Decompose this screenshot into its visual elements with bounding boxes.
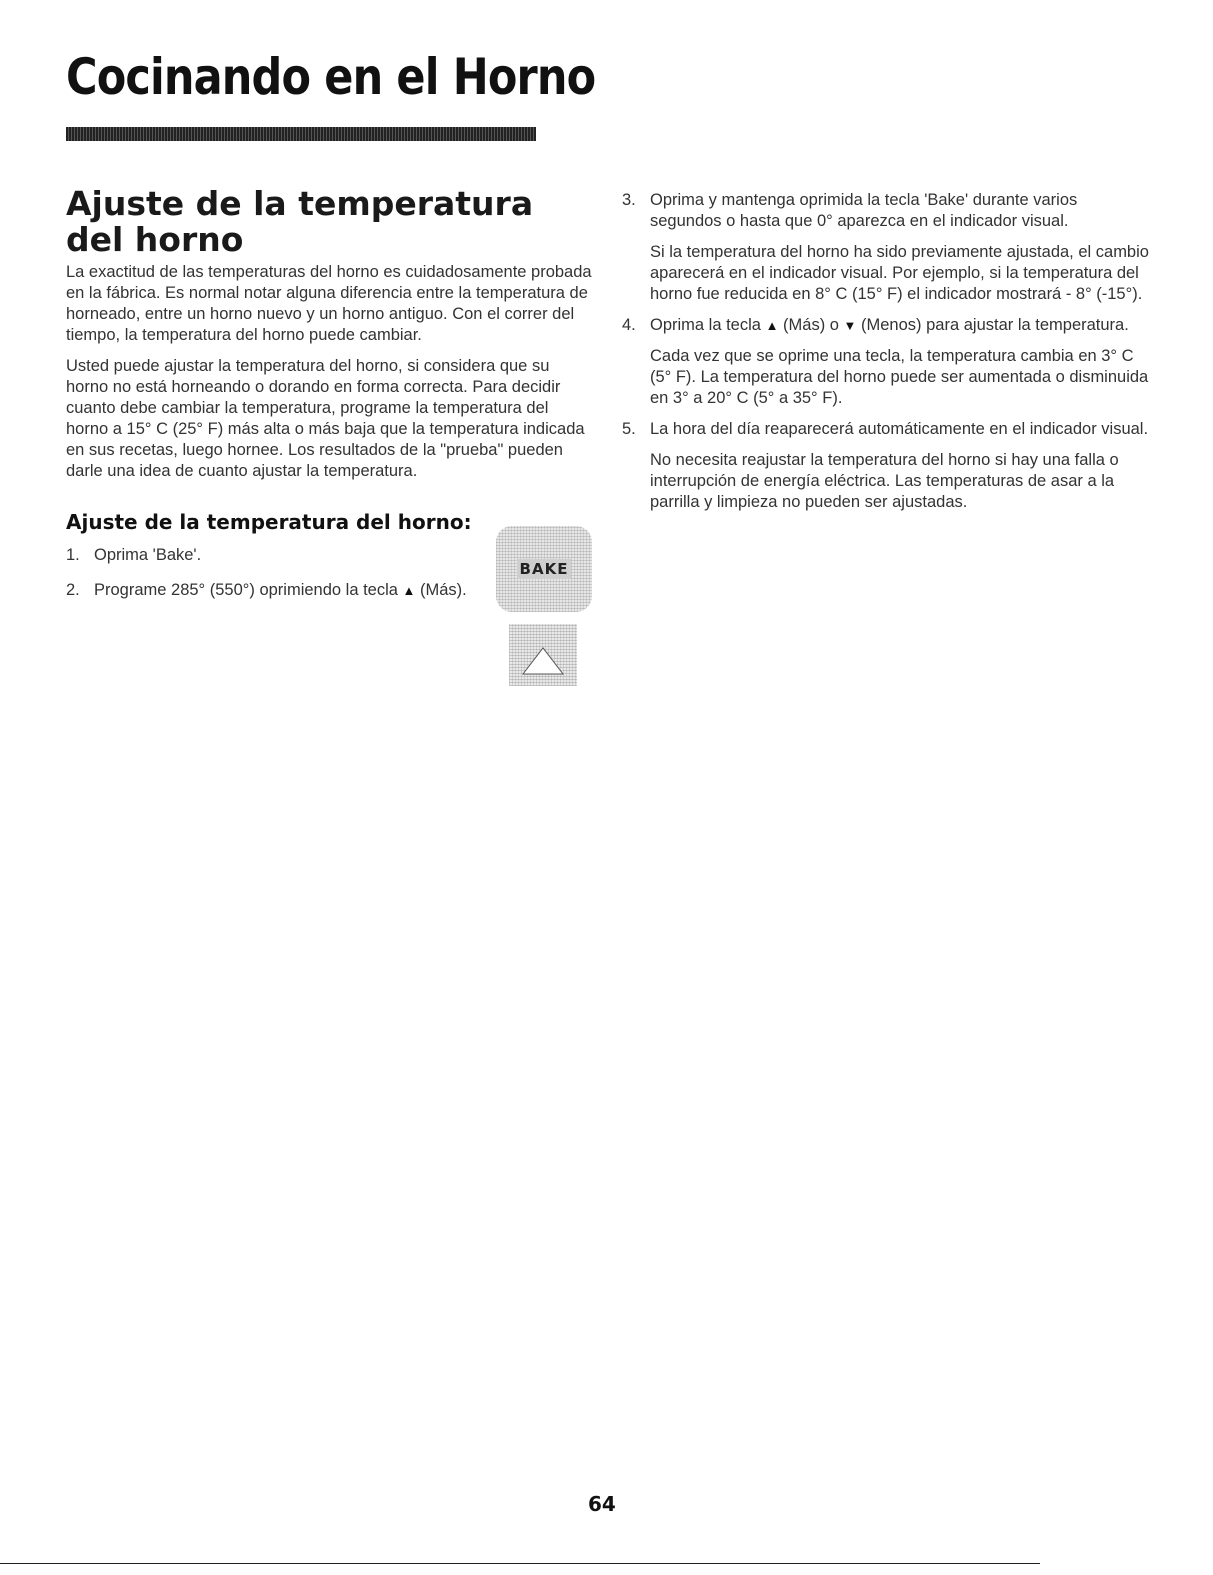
page-title: Cocinando en el Horno	[66, 48, 596, 106]
step-4-text-mid: (Más) o	[783, 316, 839, 334]
step-4-number: 4.	[622, 316, 636, 334]
step-5	[622, 419, 1150, 513]
step-4-text-before: Oprima la tecla	[650, 316, 761, 334]
step-2-text-before: Programe 285° (550°) oprimiendo la tecla	[94, 581, 398, 599]
step-4-text-after: (Menos) para ajustar la temperatura.	[861, 316, 1129, 334]
steps-heading: Ajuste de la temperatura del horno:	[66, 510, 472, 534]
intro-paragraph-2: Usted puede ajustar la temperatura del horno, si considera que su horno no está horneando o dorando en forma correcta. Para decidir cuanto debe cambiar la temperatura, programe la temperatura del horno a 15° C (25° F) más alta o más baja que la temperatura indicada en sus recetas, luego hornee. Los resultados de la "prueba" pueden darle una idea de cuanto ajustar la temperatura.	[66, 357, 585, 480]
title-underline	[66, 127, 536, 141]
step-4	[622, 315, 1150, 409]
page-number: 64	[588, 1492, 616, 1516]
step-1-number: 1.	[66, 546, 80, 564]
step-4-note: Cada vez que se oprime una tecla, la temperatura cambia en 3° C (5° F). La temperatura del horno puede ser aumentada o disminuida en 3° a 20° C (5° a 35° F).	[650, 347, 1149, 407]
step-1-text: Oprima 'Bake'.	[94, 546, 202, 564]
intro-text	[66, 262, 592, 492]
step-2-number: 2.	[66, 581, 80, 599]
step-3-text: Oprima y mantenga oprimida la tecla 'Bake' durante varios segundos o hasta que 0° aparezca en el indicador visual.	[650, 191, 1078, 230]
step-2	[66, 580, 496, 601]
bake-key-label: BAKE	[517, 559, 572, 579]
step-5-text: La hora del día reaparecerá automáticamente en el indicador visual.	[650, 420, 1149, 438]
step-4-text	[650, 315, 1150, 336]
intro-paragraph-1: La exactitud de las temperaturas del horno es cuidadosamente probada en la fábrica. Es normal notar alguna diferencia entre la temperatura de horneado, entre un horno nuevo y un horno antiguo. Con el correr del tiempo, la temperatura del horno puede cambiar.	[66, 263, 592, 344]
steps-continued	[622, 190, 1150, 523]
up-triangle-icon	[509, 624, 577, 686]
step-5-note: No necesita reajustar la temperatura del horno si hay una falla o interrupción de energía eléctrica. Las temperaturas de asar a la parrilla y limpieza no pueden ser ajustadas.	[650, 451, 1119, 511]
step-1	[66, 545, 486, 566]
step-3	[622, 190, 1150, 305]
up-arrow-icon: ▲	[402, 583, 416, 598]
bake-key-illustration	[496, 526, 592, 612]
step-5-number: 5.	[622, 420, 636, 438]
down-arrow-icon: ▼	[843, 318, 857, 333]
section-heading: Ajuste de la temperatura del horno	[66, 184, 534, 259]
step-3-number: 3.	[622, 191, 636, 209]
up-key-illustration	[509, 624, 577, 686]
bottom-rule	[0, 1563, 1040, 1564]
step-3-note: Si la temperatura del horno ha sido previamente ajustada, el cambio aparecerá en el indicador visual. Por ejemplo, si la temperatura del horno fue reducida en 8° C (15° F) el indicador mostrará - 8° (-15°).	[650, 243, 1149, 303]
up-arrow-icon: ▲	[765, 318, 779, 333]
step-2-text-after: (Más).	[420, 581, 467, 599]
step-2-text	[66, 580, 496, 601]
